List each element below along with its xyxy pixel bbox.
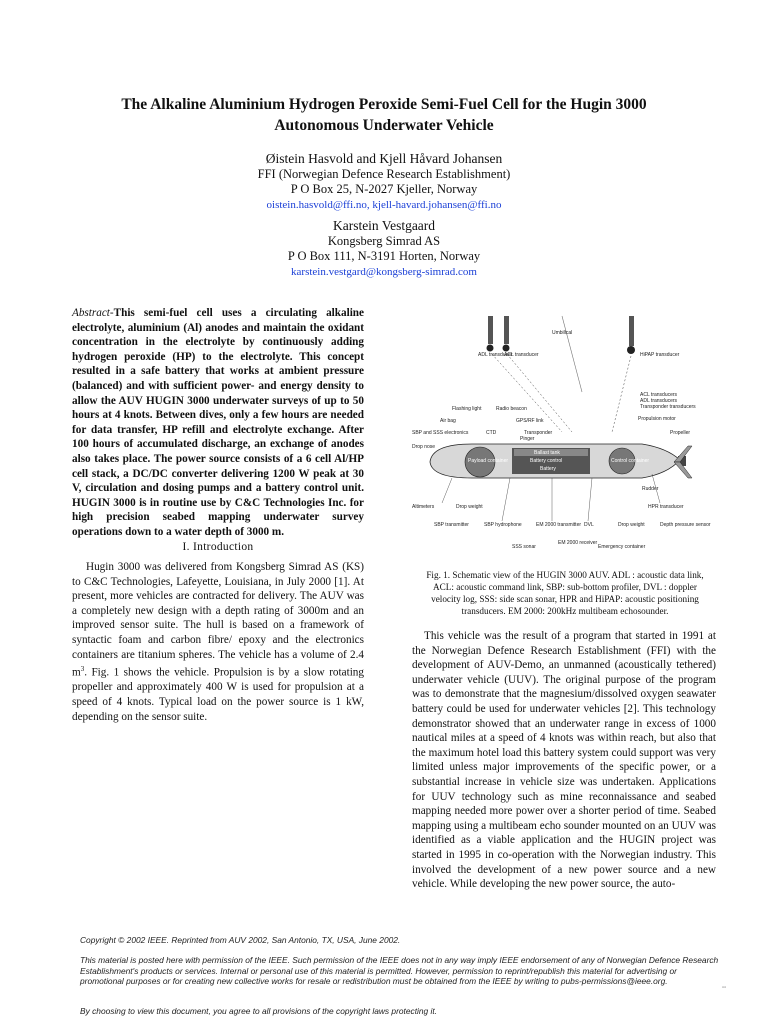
label-air-bag: Air bag [440,418,456,424]
label-dvl: DVL [584,522,594,528]
abstract-label: Abstract- [72,307,114,319]
acl-pole [504,316,509,344]
label-gps: GPS/RF link [516,418,544,424]
label-em2000-transmitter: EM 2000 transmitter [536,522,582,528]
label-rudder: Rudder [642,486,659,492]
label-drop-nose: Drop nose [412,444,436,450]
paper-title [60,94,708,136]
intro-text-a: Hugin 3000 was delivered from Kongsberg Simrad AS (KS) to C&C Technologies, Lafeyette, Louisiana, in July 2000 [1]. At present, more vehicles are contracted for delivery. The AUV was a completely new design with a depth rating of 3000m and an improved sensor suite. The hull is based on a framework of syntactic foam and carbon fibre/ epoxy and the electronics containers are titanium spheres. The vehicle has a volume of 2.4 m [72,561,364,679]
umbilical-line [562,316,582,392]
intro-text-b: . Fig. 1 shows the vehicle. Propulsion is by a slow rotating propeller and approximately 400 W is used for propulsion at a speed of 4 knots. Typical load on the power source is 1 kW, depending on the sensor suite. [72,666,364,723]
label-ctd: CTD [486,430,497,436]
author-affiliation-1: FFI (Norwegian Defence Research Establishment) [257,166,511,181]
label-ballast: Ballast tank [534,450,560,456]
label-adl: ADL transducer [478,352,513,358]
label-control-container: Control container [611,458,650,464]
label-acl-transducers: ACL transducers [640,392,678,398]
label-transponder: Transponder [524,430,553,436]
leader-line-1 [442,478,452,503]
author-names-1: Øistein Hasvold and Kjell Håvard Johansen [265,151,503,166]
acoustic-path-3 [612,356,631,432]
label-propulsion-motor: Propulsion motor [638,416,676,422]
author-block-2 [0,218,768,280]
page-corner-mark-icon: ▫▫ [722,985,727,991]
footer-permission: This material is posted here with permission of the IEEE. Such permission of the IEEE does not in any way imply IEEE endorsement of any of Norwegian Defence Research Establishment's products or services. Internal or personal use of this material is permitted. However, permission to reprint/republish this material for advertising or promotional purposes or for creating new collective works for resale or redistribution must be obtained from the IEEE by writing to pubs-permissions@ieee.org. [80,955,719,986]
label-drop-weight-2: Drop weight [618,522,645,528]
label-payload: Payload container [468,458,509,464]
label-sbp-hydrophone: SBP hydrophone [484,522,522,528]
label-drop-weight: Drop weight [456,504,483,510]
label-emergency-container: Emergency container [598,544,646,550]
label-acl: ACL transducer [504,352,539,358]
label-umbilical: Umbilical [552,330,573,336]
footer-agree: By choosing to view this document, you agree to all provisions of the copyright laws protecting it. [80,1006,438,1016]
abstract [72,306,364,540]
footer-copyright: Copyright © 2002 IEEE. Reprinted from AUV 2002, San Antonio, TX, USA, June 2002. [80,935,401,945]
label-battery: Battery [540,466,556,472]
label-flashing-light: Flashing light [452,406,482,412]
acl-transducer-shape [503,345,510,352]
label-transponder-transducers: Transponder transducers [640,404,696,410]
author-affiliation-2: Kongsberg Simrad AS [327,233,441,248]
intro-superscript: 3 [80,665,85,674]
figure-1-auv-schematic [412,312,716,562]
label-altimeters: Altimeters [412,504,435,510]
author-email-2[interactable]: karstein.vestgard@kongsberg-simrad.com [291,265,477,278]
label-em2000-receiver: EM 2000 receiver [558,540,598,546]
section-heading-introduction: I. Introduction [182,541,254,553]
right-column-paragraph: This vehicle was the result of a program that started in 1991 at the Norwegian Defence Research Establishment (FFI) with the development of AUV-Demo, an unmanned (acoustically tethered) underwater vehicle (UUV). The original purpose of the program was to demonstrate that the magnesium/dissolved oxygen seawater battery could be used for underwater vehicles [2]. This technology demonstrator showed that an underwater range in excess of 1000 nautical miles at a speed of 4 knots was within reach, but also that the maximum hotel load this battery system could support was very limited unless major improvements of the specific power, or a substantial increase in vehicle size was undertaken. Applications for UUV technology such as mine reconnaissance and seabed mapping needed more power over a shorter period of time. Seabed mapping using a multibeam echo sounder mounted on an UUV was identified as a viable application and the HUGIN project was started in 1995 in co-operation with the Norwegian industry. This involved the development of a new power source and a new vehicle. While developing the new power source, the auto- [412,630,716,891]
label-radio-beacon: Radio beacon [496,406,527,412]
leader-line-4 [588,478,592,521]
label-adl-transducers: ADL transducers [640,398,678,404]
abstract-text: This semi-fuel cell uses a circulating alkaline electrolyte, aluminium (Al) anodes and maintain the oxidant concentration in the electrolyte by continuously adding hydrogen peroxide (HP) to the electrolyte. This concept resulted in a safe battery that works at ambient pressure (balanced) and with sufficient power- and energy density to allow the AUV HUGIN 3000 underwater surveys of up to 50 hours at 4 knots. Between dives, only a few hours are needed for data transfer, HP refill and electrolyte exchange. After 100 hours of accumulated discharge, an exchange of anodes also takes place. The power source consists of a 6 cell Al/HP cell stack, a DC/DC converter delivering 1200 W peak at 30 V, circulation and dosing pumps and a battery control unit. HUGIN 3000 is in routine use by C&C Technologies Inc. for high precision seabed mapping underwater survey operations down to a water depth of 3000 m. [72,307,364,538]
author-block-1 [0,151,768,213]
author-address-1: P O Box 25, N-2027 Kjeller, Norway [290,182,478,196]
hipap-pole [629,316,634,346]
label-pinger: Pinger [520,436,535,442]
label-hipap: HiPAP transducer [640,352,680,358]
label-sss-sonar: SSS sonar [512,544,536,550]
label-depth-sensor: Depth pressure sensor [660,522,711,528]
label-hpr: HPR transducer [648,504,684,510]
label-sbp-sss: SBP and SSS electronics [412,430,469,436]
title-line-1: The Alkaline Aluminium Hydrogen Peroxide Semi-Fuel Cell for the Hugin 3000 [121,96,647,113]
label-sbp-transmitter: SBP transmitter [434,522,469,528]
hipap-transducer-shape [627,346,635,354]
adl-transducer-shape [487,345,494,352]
intro-paragraph [72,560,364,724]
author-address-2: P O Box 111, N-3191 Horten, Norway [287,249,481,263]
title-line-2: Autonomous Underwater Vehicle [274,117,494,134]
author-names-2: Karstein Vestgaard [332,218,436,233]
figure-caption: Fig. 1. Schematic view of the HUGIN 3000 AUV. ADL : acoustic data link, ACL: acoustic command link, SBP: sub-bottom profiler, DVL : doppler velocity log, SSS: side scan sonar, HPR and HiPAP: acoustic positioning transducers. EM 2000: 200kHz multibeam echosounder. [426,570,704,616]
author-email-1[interactable]: oistein.hasvold@ffi.no, kjell-havard.johansen@ffi.no [266,198,502,211]
label-battery-control: Battery control [530,458,563,464]
adl-pole [488,316,493,344]
leader-line-2 [502,478,510,521]
label-propeller: Propeller [670,430,691,436]
